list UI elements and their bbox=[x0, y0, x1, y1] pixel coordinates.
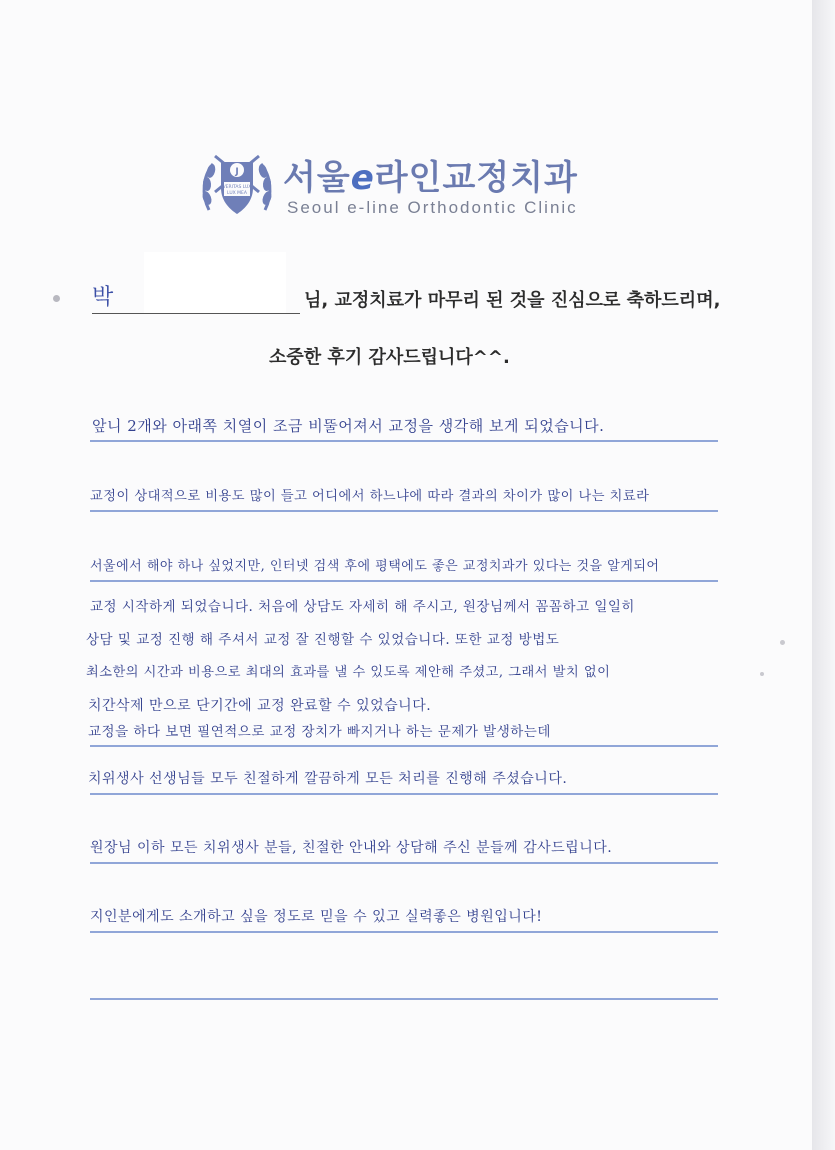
svg-text:LUX MEA: LUX MEA bbox=[227, 191, 247, 196]
review-line-11: 지인분에게도 소개하고 싶을 정도로 믿을 수 있고 실력좋은 병원입니다! bbox=[90, 909, 543, 925]
review-line-8: 교정을 하다 보면 필연적으로 교정 장치가 빠지거나 하는 문제가 발생하는데 bbox=[88, 724, 551, 740]
name-underline bbox=[92, 313, 300, 314]
clinic-name-e: e bbox=[350, 158, 375, 198]
ruled-line-3 bbox=[90, 580, 718, 582]
review-line-1: 앞니 2개와 아래쪽 치열이 조금 비뚤어져서 교정을 생각해 보게 되었습니다. bbox=[92, 417, 605, 435]
review-line-5: 상담 및 교정 진행 해 주셔서 교정 잘 진행할 수 있었습니다. 또한 교정 방법도 bbox=[86, 632, 560, 648]
ruled-line-7 bbox=[90, 931, 718, 933]
clinic-name bbox=[283, 150, 578, 199]
clinic-header bbox=[199, 148, 619, 228]
greeting-text-2: 소중한 후기 감사드립니다^^. bbox=[269, 347, 510, 368]
greeting-text-1: 님, 교정치료가 마무리 된 것을 진심으로 축하드리며, bbox=[304, 290, 721, 311]
review-line-9: 치위생사 선생님들 모두 친절하게 깔끔하게 모든 처리를 진행해 주셨습니다. bbox=[88, 771, 568, 787]
review-line-10: 원장님 이하 모든 치위생사 분들, 친절한 안내와 상담해 주신 분들께 감사드립니다. bbox=[90, 840, 613, 856]
scan-speck bbox=[760, 672, 764, 676]
ruled-line-8 bbox=[90, 998, 718, 1000]
clinic-subtitle: Seoul e-line Orthodontic Clinic bbox=[287, 198, 578, 217]
svg-text:VERITAS LUX: VERITAS LUX bbox=[222, 185, 252, 190]
review-line-6: 최소한의 시간과 비용으로 최대의 효과를 낼 수 있도록 제안해 주셨고, 그래서 발치 없이 bbox=[86, 665, 611, 680]
redacted-name-box bbox=[144, 252, 286, 314]
ruled-line-6 bbox=[90, 862, 718, 864]
greeting-line-1 bbox=[92, 280, 732, 320]
review-line-4: 교정 시작하게 되었습니다. 처음에 상담도 자세히 해 주시고, 원장님께서 꼼꼼하고 일일히 bbox=[90, 599, 635, 615]
review-line-3: 서울에서 해야 하나 싶었지만, 인터넷 검색 후에 평택에도 좋은 교정치과가 있다는 것을 알게되어 bbox=[90, 559, 660, 574]
scan-edge bbox=[812, 0, 835, 1150]
ruled-line-4 bbox=[90, 745, 718, 747]
clinic-name-part-1: 서울 bbox=[283, 158, 351, 198]
scan-speck bbox=[780, 640, 785, 645]
scan-dot bbox=[53, 295, 60, 302]
clinic-name-part-2: 라인교정치과 bbox=[374, 158, 578, 198]
review-line-7: 치간삭제 만으로 단기간에 교정 완료할 수 있었습니다. bbox=[88, 698, 432, 714]
ruled-line-5 bbox=[90, 793, 718, 795]
clinic-emblem-icon bbox=[199, 148, 275, 224]
review-line-2: 교정이 상대적으로 비용도 많이 들고 어디에서 하느냐에 따라 결과의 차이가 많이 나는 치료라 bbox=[90, 489, 650, 504]
ruled-line-2 bbox=[90, 510, 718, 512]
ruled-line-1 bbox=[90, 440, 718, 442]
handwritten-surname: 박 bbox=[92, 285, 114, 310]
svg-text:J: J bbox=[235, 167, 239, 177]
